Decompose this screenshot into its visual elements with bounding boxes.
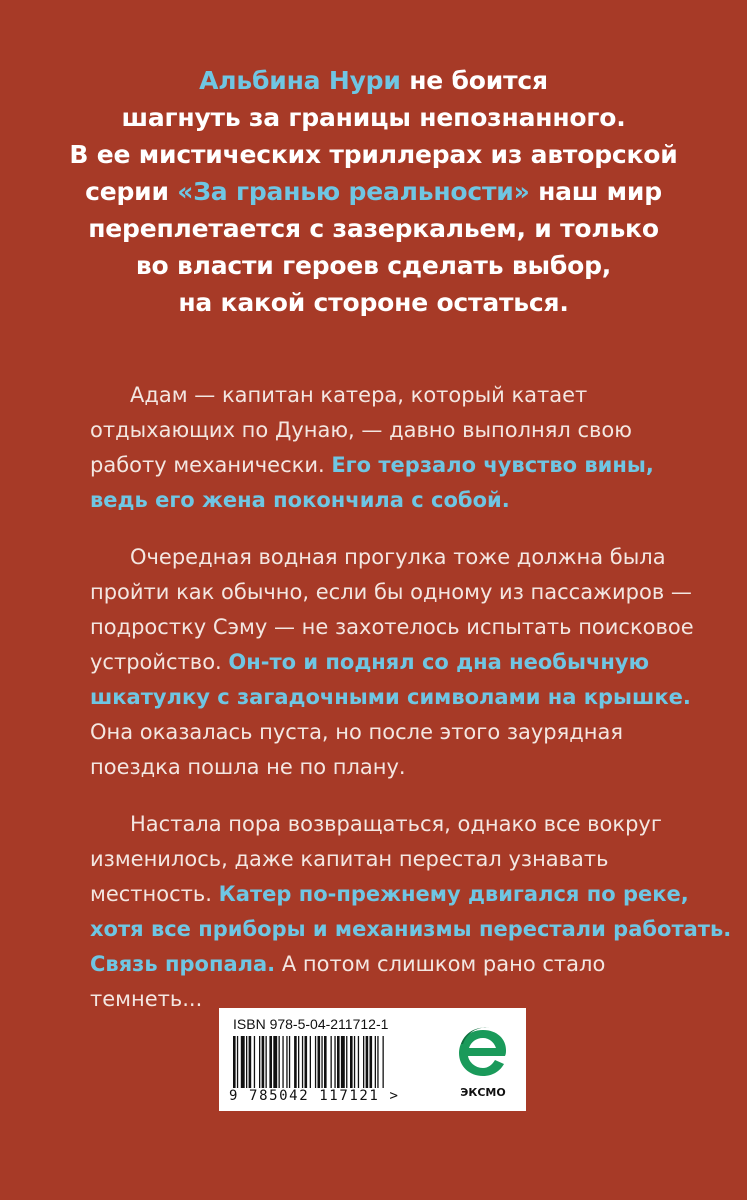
barcode-bar [246,1036,247,1088]
barcode-bar [321,1036,322,1088]
barcode-bar [294,1036,297,1088]
barcode-bar [298,1036,299,1088]
barcode-bar [269,1036,272,1088]
barcode-bar [331,1036,332,1088]
barcode-bar [310,1036,311,1088]
highlighted-text: Связь пропала. [90,952,276,976]
barcode-bar [377,1036,378,1088]
barcode-bar [366,1036,369,1088]
barcode-bar [237,1036,238,1088]
publisher-name: ЭКСМО [460,1086,506,1099]
barcode-bar [315,1036,316,1088]
isbn-label: ISBN 978-5-04-211712-1 [233,1016,389,1032]
eksmo-logo-icon [449,1022,517,1084]
highlighted-text: шкатулку с загадочными символами на крышке. [90,685,691,709]
barcode-bar [363,1036,364,1088]
barcode-bar [241,1036,245,1088]
barcode-bar [286,1036,287,1088]
barcode-bar [282,1036,283,1088]
highlighted-text: Его терзало чувство вины, [331,453,654,477]
barcode-bar [305,1036,308,1088]
barcode-panel [219,1008,526,1111]
series-name: «За гранью реальности» [177,177,530,206]
barcode-bar [279,1036,280,1088]
barcode-bar [358,1036,359,1088]
intro-line: шагнуть за границы непознанного. [121,103,626,132]
highlighted-text: Он-то и поднял со дна необычную [228,650,649,674]
barcode-bar [337,1036,340,1088]
highlighted-text: ведь его жена покончила с собой. [90,488,510,512]
barcode-bar [375,1036,376,1088]
barcode-bar [266,1036,267,1088]
barcode-bar [289,1036,290,1088]
intro-line: переплетается с зазеркальем, и только [88,214,659,243]
barcode-bar [324,1036,327,1088]
barcode-bar [318,1036,321,1088]
synopsis-paragraph-2: Очередная водная прогулка тоже должна была пройти как обычно, если бы одному из пассажиров — подростку Сэму — не захотелось испытать поисковое устройство. Он-то и поднял со дна необычную шкатулку с загадочными символами на крышке. Она оказалась пуста, но после этого заурядная поездка пошла не по плану. [90,545,694,779]
synopsis [90,378,732,1039]
author-name: Альбина Нури [199,66,401,95]
barcode-bar [259,1036,260,1088]
intro-line: на какой стороне остаться. [178,288,569,317]
intro-line: серии «За гранью реальности» наш мир [85,177,662,206]
highlighted-text: Катер по-прежнему двигался по реке, [218,882,689,906]
barcode-bar [341,1036,345,1088]
barcode-bar [346,1036,347,1088]
barcode-bar [273,1036,277,1088]
barcode-digits: 9 785042 117121 > [229,1088,400,1104]
synopsis-paragraph-1: Адам — капитан катера, который катает отдыхающих по Дунаю, — давно выполнял свою работу механически. Его терзало чувство вины, ведь его жена покончила с собой. [90,383,654,512]
barcode-bar [370,1036,373,1088]
barcode-icon [233,1036,429,1088]
barcode-bar [233,1036,236,1088]
barcode-bar [350,1036,353,1088]
barcode-bar [262,1036,265,1088]
barcode-bar [354,1036,355,1088]
barcode-bar [254,1036,255,1088]
publisher-logo [449,1022,517,1102]
highlighted-text: хотя все приборы и механизмы перестали работать. [90,917,732,941]
barcode-bar [302,1036,303,1088]
barcode-bar [383,1036,384,1088]
intro-line: Альбина Нури не боится [199,66,548,95]
intro-blurb [40,62,707,321]
barcode-bar [249,1036,252,1088]
synopsis-paragraph-3: Настала пора возвращаться, однако все вокруг изменилось, даже капитан перестал узнавать местность. Катер по-прежнему двигался по реке, хотя все приборы и механизмы перестали работать. Связь пропала. А потом слишком рано стало темнеть... [90,812,732,1011]
intro-line: В ее мистических триллерах из авторской [69,140,678,169]
intro-line: во власти героев сделать выбор, [135,251,612,280]
barcode-bar [334,1036,335,1088]
